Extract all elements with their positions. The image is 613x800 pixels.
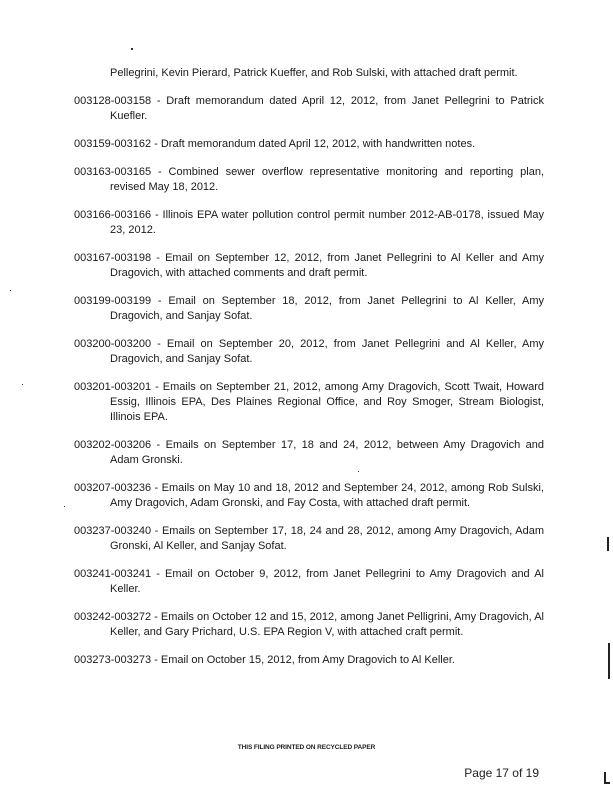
document-entry: 003166-003166 - Illinois EPA water pollution control permit number 2012-AB-0178, issued May 23, 2012. — [74, 209, 544, 236]
scan-edge-mark — [604, 782, 610, 784]
scan-speck — [131, 48, 133, 50]
scan-speck — [22, 384, 23, 385]
scan-edge-mark — [608, 643, 610, 679]
document-entry: 003199-003199 - Email on September 18, 2012, from Janet Pellegrini to Al Keller, Amy Dragovich, and Sanjay Sofat. — [74, 295, 544, 322]
document-entry: 003207-003236 - Emails on May 10 and 18, 2012 and September 24, 2012, among Rob Sulski, Amy Dragovich, Adam Gronski, and Fay Costa, with attached draft permit. — [74, 482, 544, 509]
document-entry: 003202-003206 - Emails on September 17, 18 and 24, 2012, between Amy Dragovich and Adam Gronski. — [74, 439, 544, 466]
document-entry: 003201-003201 - Emails on September 21, 2012, among Amy Dragovich, Scott Twait, Howard Essig, Illinois EPA, Des Plaines Regional Office, and Roy Smoger, Stream Biologist, Illinois EPA. — [74, 381, 544, 423]
document-entry: 003242-003272 - Emails on October 12 and 15, 2012, among Janet Pelligrini, Amy Dragovich, Al Keller, and Gary Prichard, U.S. EPA Region V, with attached craft permit. — [74, 611, 544, 638]
document-entry: 003163-003165 - Combined sewer overflow representative monitoring and reporting plan, revised May 18, 2012. — [74, 166, 544, 193]
document-entry: 003241-003241 - Email on October 9, 2012, from Janet Pellegrini to Amy Dragovich and Al Keller. — [74, 568, 544, 595]
document-entry: 003128-003158 - Draft memorandum dated April 12, 2012, from Janet Pellegrini to Patrick Kuefler. — [74, 95, 544, 122]
recycled-paper-note: THIS FILING PRINTED ON RECYCLED PAPER — [237, 744, 376, 751]
document-entry: 003237-003240 - Emails on September 17, 18, 24 and 28, 2012, among Amy Dragovich, Adam Gronski, Al Keller, and Sanjay Sofat. — [74, 525, 544, 552]
document-entry: 003273-003273 - Email on October 15, 2012, from Amy Dragovich to Al Keller. — [74, 654, 455, 666]
page-number: Page 17 of 19 — [464, 766, 539, 780]
scan-speck — [10, 290, 11, 291]
document-entry: 003167-003198 - Email on September 12, 2012, from Janet Pellegrini to Al Keller and Amy Dragovich, with attached comments and draft permit. — [74, 252, 544, 279]
document-entry: 003159-003162 - Draft memorandum dated April 12, 2012, with handwritten notes. — [74, 138, 476, 150]
scan-edge-mark — [607, 537, 609, 551]
document-entry: 003200-003200 - Email on September 20, 2012, from Janet Pellegrini and Al Keller, Amy Dragovich, and Sanjay Sofat. — [74, 338, 544, 365]
scan-speck — [358, 471, 359, 472]
document-entry-continued: Pellegrini, Kevin Pierard, Patrick Kueffer, and Rob Sulski, with attached draft permit. — [110, 67, 518, 79]
scan-speck — [64, 506, 65, 507]
document-list — [74, 66, 544, 681]
